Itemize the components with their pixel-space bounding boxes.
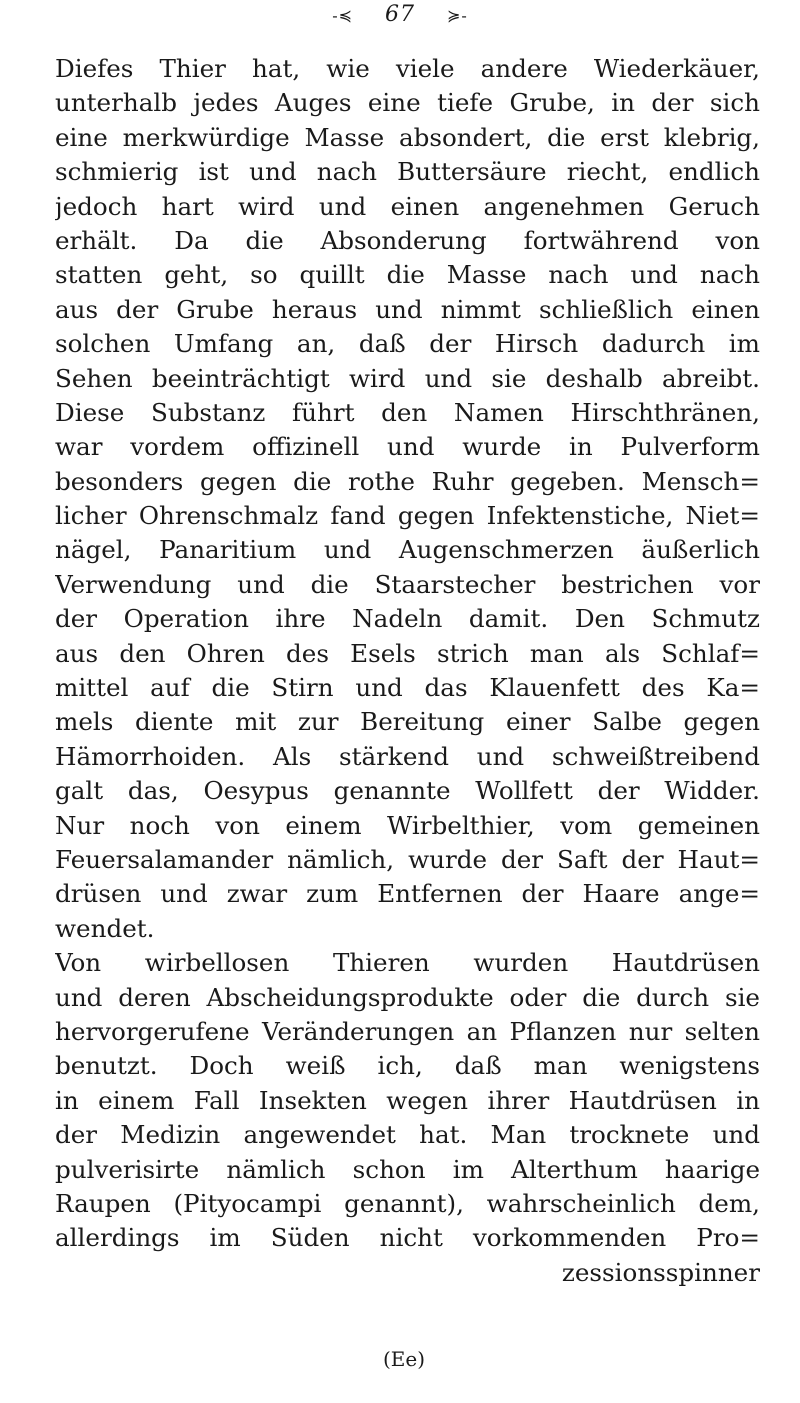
text-line: der Medizin angewendet hat. Man trocknete und xyxy=(55,1120,760,1150)
page-header xyxy=(0,2,800,27)
text-line: Diefes Thier hat, wie viele andere Wiederkäuer, xyxy=(55,54,760,83)
text-line: zessionsspinner xyxy=(561,1257,760,1287)
text-line: Feuersalamander nämlich, wurde der Saft der Haut= xyxy=(55,844,760,874)
text-line: mittel auf die Stirn und das Klauenfett des Ka= xyxy=(55,673,760,703)
text-line: und deren Abscheidungsprodukte oder die durch sie xyxy=(55,982,760,1012)
text-line: der Operation ihre Nadeln damit. Den Schmutz xyxy=(55,604,760,634)
text-line: allerdings im Süden nicht vorkommenden Pro= xyxy=(55,1223,760,1253)
text-line: drüsen und zwar zum Entfernen der Haare ange= xyxy=(55,879,760,909)
text-line: hervorgerufene Veränderungen an Pflanzen nur selten xyxy=(55,1016,760,1046)
text-line: aus der Grube heraus und nimmt schließlich einen xyxy=(55,294,760,324)
text-line: mels diente mit zur Bereitung einer Salbe gegen xyxy=(55,707,760,737)
page-number: 67 xyxy=(385,2,415,27)
text-line: Nur noch von einem Wirbelthier, vom gemeinen xyxy=(55,810,760,840)
text-line: in einem Fall Insekten wegen ihrer Hautdrüsen in xyxy=(55,1085,760,1115)
text-line: Sehen beeinträchtigt wird und sie deshalb abreibt. xyxy=(55,363,760,393)
text-line: benutzt. Doch weiß ich, daß man wenigstens xyxy=(55,1051,760,1081)
header-left-ornament: -≼ xyxy=(332,6,354,25)
header-right-ornament: ≽- xyxy=(446,6,468,25)
text-line: war vordem offizinell und wurde in Pulverform xyxy=(55,432,760,462)
text-line: statten geht, so quillt die Masse nach und nach xyxy=(55,260,760,290)
text-line: Von wirbellosen Thieren wurden Hautdrüsen xyxy=(55,948,760,978)
text-line: schmierig ist und nach Buttersäure riecht, endlich xyxy=(55,157,760,187)
signature-mark: (Ee) xyxy=(383,1347,426,1371)
text-line: pulverisirte nämlich schon im Alterthum haarige xyxy=(55,1154,760,1184)
text-line: wendet. xyxy=(55,913,155,943)
body-text xyxy=(55,52,760,1290)
text-line: galt das, Oesypus genannte Wollfett der Widder. xyxy=(55,776,760,806)
text-line: Raupen (Pityocampi genannt), wahrscheinlich dem, xyxy=(55,1188,760,1218)
text-line: aus den Ohren des Esels strich man als Schlaf= xyxy=(55,638,760,668)
text-line: erhält. Da die Absonderung fortwährend von xyxy=(55,225,760,255)
text-line: Diese Substanz führt den Namen Hirschthränen, xyxy=(55,397,760,427)
text-line: Hämorrhoiden. Als stärkend und schweißtreibend xyxy=(55,741,760,771)
text-line: besonders gegen die rothe Ruhr gegeben. Mensch= xyxy=(55,466,760,496)
text-line: Verwendung und die Staarstecher bestrichen vor xyxy=(55,569,760,599)
text-line: eine merkwürdige Masse absondert, die erst klebrig, xyxy=(55,122,760,152)
text-line: nägel, Panaritium und Augenschmerzen äußerlich xyxy=(55,535,760,565)
text-line: licher Ohrenschmalz fand gegen Infektenstiche, Niet= xyxy=(55,501,760,531)
text-line: unterhalb jedes Auges eine tiefe Grube, in der sich xyxy=(55,88,760,118)
text-line: jedoch hart wird und einen angenehmen Geruch xyxy=(55,191,760,221)
text-line: solchen Umfang an, daß der Hirsch dadurch im xyxy=(55,329,760,359)
